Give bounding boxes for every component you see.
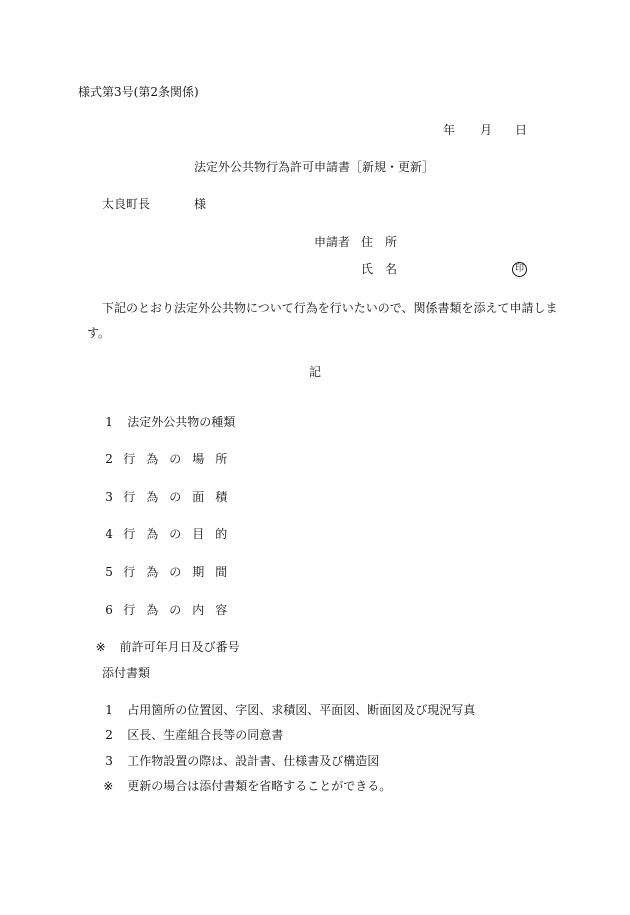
item-number: 2	[105, 728, 113, 742]
attachments-heading: 添付書類	[102, 666, 151, 680]
list-item	[90, 479, 238, 515]
item-label: 区長、生産組合長等の同意書	[127, 728, 284, 742]
addressee-name: 太良町長	[102, 197, 151, 211]
list-item	[90, 592, 238, 628]
form-number: 様式第3号(第2条関係)	[78, 85, 199, 99]
item-label: 工作物設置の際は、設計書、仕様書及び構造図	[127, 754, 380, 768]
list-item	[90, 554, 238, 590]
seal-mark: 印	[512, 262, 527, 277]
ki-heading: 記	[309, 365, 322, 379]
item-label: 占用箇所の位置図、字図、求積図、平面図、断面図及び現況写真	[127, 703, 476, 717]
item-number: 3	[105, 754, 113, 768]
body-text-line2: す。	[87, 326, 111, 340]
item-number: 1	[105, 415, 113, 429]
attachment-note	[88, 768, 391, 804]
addressee-honorific: 様	[194, 197, 207, 211]
date-month: 月	[480, 123, 493, 137]
item-label: 行為の内容	[123, 603, 239, 617]
list-item	[90, 441, 238, 477]
item-label: 行為の面積	[123, 490, 239, 504]
item-number: 6	[105, 603, 113, 617]
item-label: 行為の目的	[123, 527, 239, 541]
document-title: 法定外公共物行為許可申請書［新規・更新］	[194, 160, 435, 174]
item-number: 4	[105, 527, 113, 541]
list-item	[90, 404, 235, 440]
applicant-label: 申請者	[314, 235, 351, 249]
item-label: 行為の場所	[123, 452, 239, 466]
item-label: 行為の期間	[123, 565, 239, 579]
prior-permit-label: 前許可年月日及び番号	[119, 640, 240, 654]
note-mark: ※	[103, 779, 114, 793]
item-number: 2	[105, 452, 113, 466]
item-number: 5	[105, 565, 113, 579]
item-number: 1	[105, 703, 113, 717]
item-number: 3	[105, 490, 113, 504]
note-mark: ※	[95, 640, 106, 654]
item-label: 法定外公共物の種類	[127, 415, 236, 429]
applicant-name-label: 氏 名	[361, 262, 398, 276]
list-item	[90, 516, 238, 552]
body-text-line1: 下記のとおり法定外公共物について行為を行いたいので、関係書類を添えて申請しま	[102, 301, 558, 315]
applicant-address-label: 住 所	[361, 235, 398, 249]
prior-permit	[88, 629, 240, 653]
note-label: 更新の場合は添付書類を省略することができる。	[127, 779, 392, 793]
date-day: 日	[515, 123, 528, 137]
date-year: 年	[443, 123, 456, 137]
